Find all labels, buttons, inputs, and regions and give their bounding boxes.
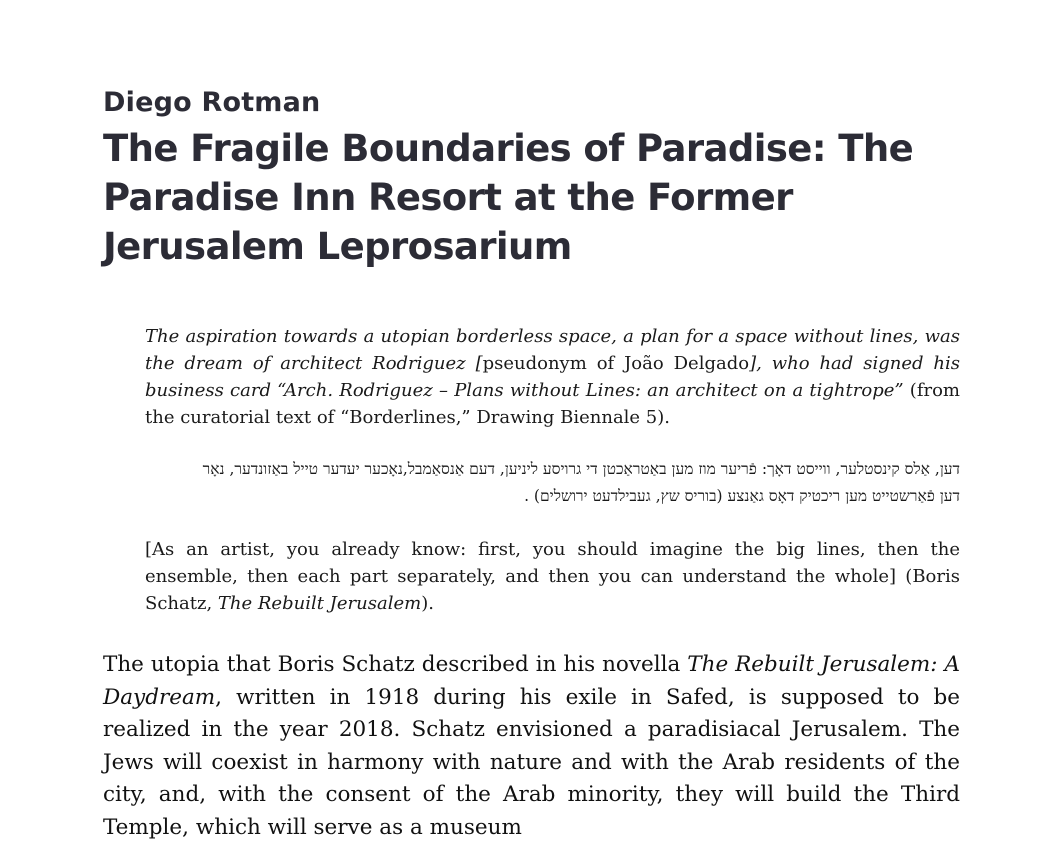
epigraph-roman-pseudonym: pseudonym of João Delgado — [482, 353, 750, 374]
author-name: Diego Rotman — [103, 87, 321, 118]
yiddish-line-2: דען פֿאַרשטייט מען ריכטיק דאָס גאַנצע (בוריס שץ, געבילדעט ירושלים) . — [524, 487, 960, 505]
yiddish-quote — [145, 456, 960, 510]
body-book-title: The Rebuilt Jerusalem: A Daydream — [103, 652, 961, 710]
epigraph-italic-1: The aspiration towards a utopian borderless space, a plan for a space without lines, was the dream of architect Rodriguez [ — [145, 326, 960, 374]
epigraph-italic-2: ], who had signed his business card “Arch. Rodriguez – Plans without Lines: an architect on a tightrope” — [145, 353, 960, 401]
epigraph-source: (from the curatorial text of “Borderlines,” Drawing Biennale 5). — [145, 380, 960, 428]
translation-book-title: The Rebuilt Jerusalem — [217, 593, 422, 614]
body-text-1: The utopia that Boris Schatz described in his novella — [103, 652, 688, 677]
translation-text: [As an artist, you already know: first, you should imagine the big lines, then the ensemble, then each part separately, and then you can understand the whole] (Boris Schatz, — [145, 539, 960, 614]
translation-end: ). — [421, 593, 434, 614]
article-title: The Fragile Boundaries of Paradise: The Paradise Inn Resort at the Former Jerusalem Leprosarium — [103, 127, 914, 268]
body-paragraph — [103, 649, 960, 844]
translation-quote — [145, 536, 960, 617]
yiddish-line-1: דען, אַלס קינסטלער, ווייסט דאָך: פֿריער מוז מען באַטראַכטן די גרויסע ליניען, דעם אַנסאַמבל,נאָכער יעדער טייל באַזונדער, נאָר — [202, 460, 960, 478]
epigraph-quote — [145, 323, 960, 431]
article-page — [103, 86, 960, 844]
body-text-2: , written in 1918 during his exile in Safed, is supposed to be realized in the year 2018. Schatz envisioned a paradisiacal Jerusalem. The Jews will coexist in harmony with nature and with the Arab residents of the city, and, with the consent of the Arab minority, they will build the Third Temple, which will serve as a museum — [103, 684, 960, 840]
